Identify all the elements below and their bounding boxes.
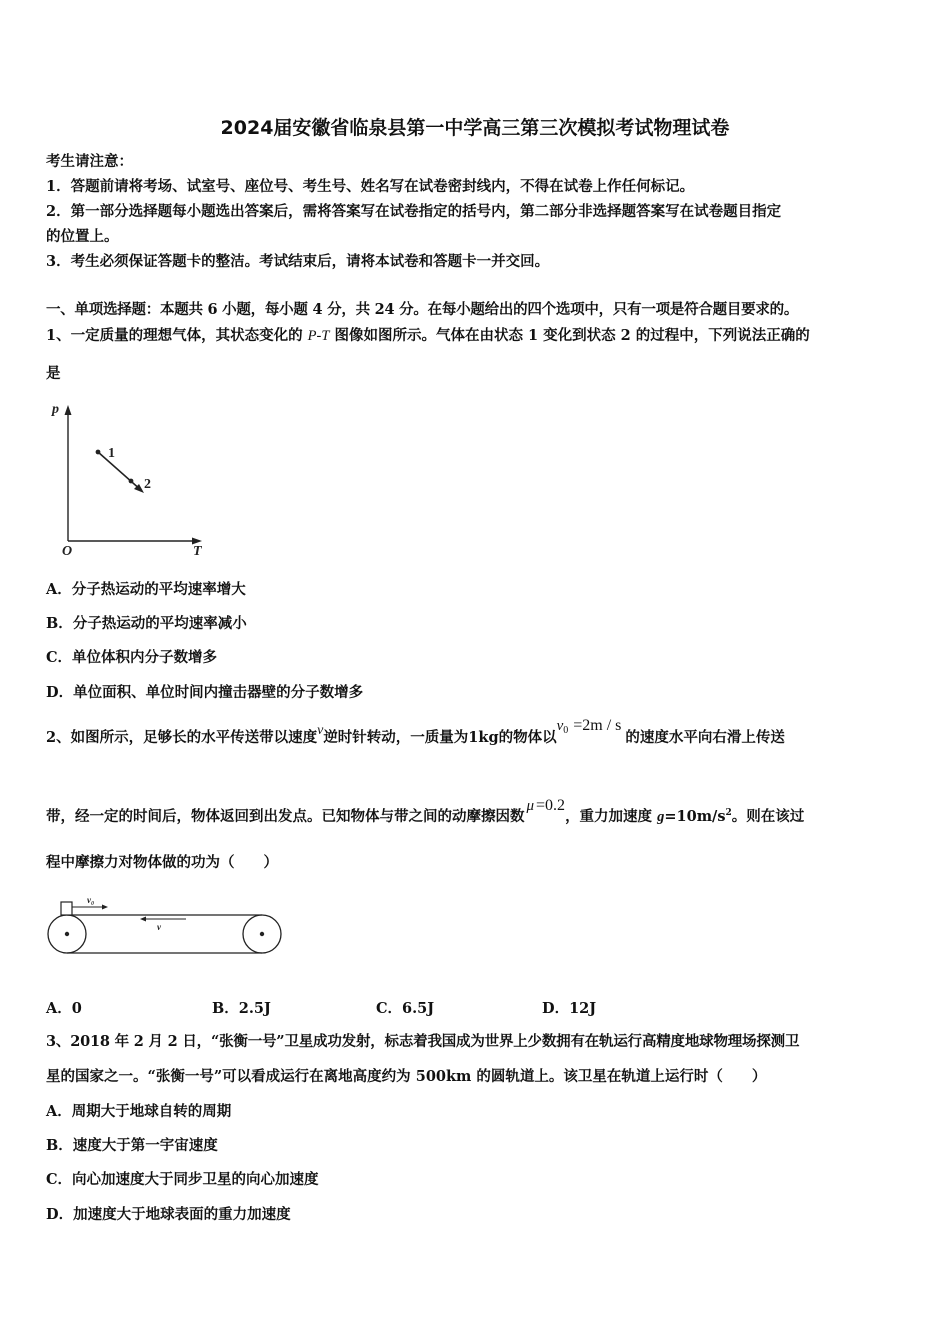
conveyor-diagram bbox=[40, 893, 290, 963]
pt-graph bbox=[48, 393, 218, 558]
y-axis-label: p bbox=[52, 402, 59, 417]
notice-item: 1．答题前请将考场、试室号、座位号、考生号、姓名写在试卷密封线内，不得在试卷上作任何标记。 bbox=[46, 178, 695, 195]
q3-stem-cont: 星的国家之一。“张衡一号”可以看成运行在离地高度约为 500km 的圆轨道上。该卫星在轨道上运行时（ ） bbox=[46, 1068, 767, 1085]
q1-stem: 1、一定质量的理想气体，其状态变化的 P-T 图像如图所示。气体在由状态 1 变化到状态 2 的过程中，下列说法正确的 bbox=[46, 327, 810, 344]
point2-label: 2 bbox=[144, 477, 151, 492]
point1-label: 1 bbox=[108, 446, 115, 461]
q2-option-a: A．0 bbox=[46, 1000, 82, 1017]
page-title: 2024届安徽省临泉县第一中学高三第三次模拟考试物理试卷 bbox=[220, 117, 730, 139]
origin-label: O bbox=[62, 544, 73, 558]
block bbox=[61, 902, 72, 915]
q2-stem-cont: 带，经一定的时间后，物体返回到出发点。已知物体与带之间的动摩擦因数μ =0.2，重力加速度 $g=10m/s^2$。则在该过 bbox=[46, 796, 805, 825]
q3-stem: 3、2018 年 2 月 2 日，“张衡一号”卫星成功发射，标志着我国成为世界上少数拥有在轨运行高精度地球物理场探测卫 bbox=[46, 1033, 800, 1050]
v0-label: v₀ bbox=[87, 895, 95, 905]
q2-stem-cont: 程中摩擦力对物体做的功为（ ） bbox=[46, 854, 278, 871]
q2-option-d: D．12J bbox=[542, 1000, 597, 1017]
notice-item: 的位置上。 bbox=[46, 228, 119, 245]
q1-option-c: C．单位体积内分子数增多 bbox=[46, 649, 218, 666]
q1-stem-cont: 是 bbox=[46, 365, 61, 382]
q1-option-b: B．分子热运动的平均速率减小 bbox=[46, 615, 247, 632]
section-heading: 一、单项选择题：本题共 6 小题，每小题 4 分，共 24 分。在每小题给出的四个选项中，只有一项是符合题目要求的。 bbox=[46, 301, 799, 318]
q3-option-d: D．加速度大于地球表面的重力加速度 bbox=[46, 1206, 291, 1223]
q3-option-c: C．向心加速度大于同步卫星的向心加速度 bbox=[46, 1171, 319, 1188]
state1-point bbox=[96, 450, 101, 455]
q2-option-b: B．2.5J bbox=[212, 1000, 271, 1017]
notice-item: 2．第一部分选择题每小题选出答案后，需将答案写在试卷指定的括号内，第二部分非选择题答案写在试卷题目指定 bbox=[46, 203, 782, 220]
q1-option-a: A．分子热运动的平均速率增大 bbox=[46, 581, 246, 598]
x-axis-label: T bbox=[193, 544, 202, 558]
state2-point bbox=[129, 479, 134, 484]
q1-option-d: D．单位面积、单位时间内撞击器壁的分子数增多 bbox=[46, 684, 364, 701]
notice-item: 3．考生必须保证答题卡的整洁。考试结束后，请将本试卷和答题卡一并交回。 bbox=[46, 253, 550, 270]
q3-option-b: B．速度大于第一宇宙速度 bbox=[46, 1137, 218, 1154]
q2-option-c: C．6.5J bbox=[376, 1000, 435, 1017]
q2-stem: 2、如图所示，足够长的水平传送带以速度v逆时针转动，一质量为1kg的物体以$v^0 =2m / s$的速度水平向右滑上传送 bbox=[46, 717, 785, 746]
q3-option-a: A．周期大于地球自转的周期 bbox=[46, 1103, 232, 1120]
v-label: v bbox=[157, 922, 161, 932]
notice-heading: 考生请注意： bbox=[46, 153, 133, 170]
